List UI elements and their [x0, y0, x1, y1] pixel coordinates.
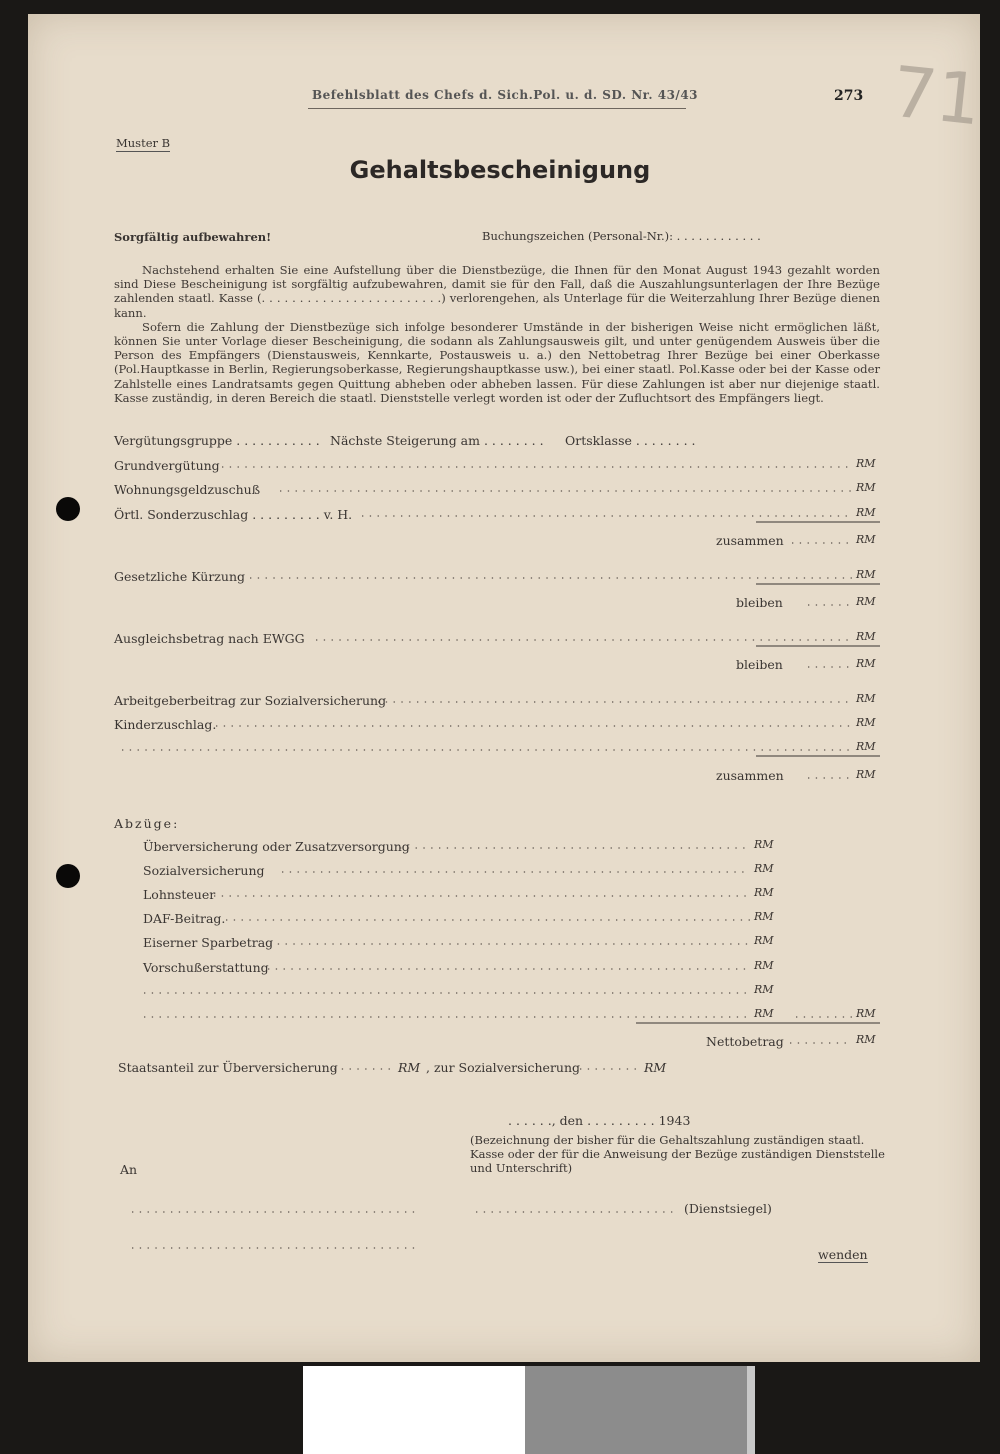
- currency-unit: RM: [856, 1007, 876, 1020]
- turn-over-note: wenden: [818, 1247, 868, 1262]
- deduction-item: DAF-Beitrag.: [143, 911, 226, 926]
- currency-unit: RM: [754, 983, 774, 996]
- child-allowance-label: Kinderzuschlag.: [114, 717, 217, 732]
- journal-header: Befehlsblatt des Chefs d. Sich.Pol. u. d. SD. Nr. 43/43: [312, 88, 699, 102]
- scan-calibration-white: [303, 1366, 525, 1454]
- recipient-label: An: [120, 1162, 138, 1177]
- deduction-item: Vorschußerstattung: [143, 960, 269, 975]
- currency-unit: RM: [856, 692, 876, 705]
- currency-unit: RM: [754, 886, 774, 899]
- pay-grade-field: Vergütungsgruppe . . . . . . . . . . .: [114, 433, 320, 448]
- deduction-item: Eiserner Sparbetrag: [143, 935, 274, 950]
- keep-notice: Sorgfältig aufbewahren!: [114, 230, 272, 244]
- remaining-label: bleiben: [736, 595, 783, 610]
- form-id: Muster B: [116, 136, 171, 150]
- currency-unit: RM: [644, 1060, 667, 1075]
- currency-unit: RM: [754, 910, 774, 923]
- currency-unit: RM: [856, 568, 876, 581]
- currency-unit: RM: [856, 1033, 876, 1046]
- remaining-label-2: bleiben: [736, 657, 783, 672]
- deduction-item: Sozialversicherung: [143, 863, 265, 878]
- currency-unit: RM: [754, 1007, 774, 1020]
- intro-paragraph-1: Nachstehend erhalten Sie eine Aufstellung über die Dienstbezüge, die Ihnen für den Monat August 1943 gezahlt worden sind Diese Bescheinigung ist sorgfältig aufzubewahren, damit sie für den Fall, daß die Auszahlungsunterlagen der Ihre Bezüge zahlenden staatl. Kasse (. . . . . . . . . . . . . . . . . . . . . . . .) verlorengehen, als Unterlage für die Weiterzahlung Ihrer Bezüge dienen kann.: [114, 263, 880, 320]
- base-pay-label: Grundvergütung: [114, 458, 220, 473]
- deduction-item: Überversicherung oder Zusatzversorgung: [143, 839, 410, 854]
- net-amount-label: Nettobetrag: [706, 1034, 784, 1049]
- intro-paragraph-2: Sofern die Zahlung der Dienstbezüge sich infolge besonderer Umstände in der bisherigen Weise nicht ermöglichen läßt, können Sie unter Vorlage dieser Bescheinigung, die sodann als Zahlungsausweis gilt, und unter genügendem Ausweis über die Person des Empfängers (Dienstausweis, Kennkarte, Postausweis u. a.) den Nettobetrag Ihrer Bezüge bei einer Oberkasse (Pol.Hauptkasse in Berlin, Regierungsoberkasse, Regierungshauptkasse usw.), bei einer staatl. Pol.Kasse oder bei der Kasse oder Zahlstelle eines Landratsamts gegen Quittung abheben oder abheben lassen. Für diese Zahlungen ist aber nur diejenige staatl. Kasse zuständig, in deren Bereich die staatl. Dienststelle verlegt worden ist oder der Zufluchtsort des Empfängers liegt.: [114, 319, 880, 405]
- currency-unit: RM: [856, 595, 876, 608]
- currency-unit: RM: [856, 768, 876, 781]
- currency-unit: RM: [856, 630, 876, 643]
- currency-unit: RM: [856, 506, 876, 519]
- currency-unit: RM: [856, 533, 876, 546]
- handwritten-annotation: 71: [887, 50, 986, 142]
- booking-number-field: Buchungszeichen (Personal-Nr.): . . . . . . . . . . . .: [482, 229, 761, 243]
- page-title: Gehaltsbescheinigung: [349, 156, 651, 184]
- date-line: . . . . . ., den . . . . . . . . . 1943: [508, 1113, 691, 1128]
- employer-contribution-label: Arbeitgeberbeitrag zur Sozialversicherung: [114, 693, 387, 708]
- currency-unit: RM: [856, 740, 876, 753]
- currency-unit: RM: [754, 862, 774, 875]
- official-seal-label: (Dienstsiegel): [684, 1201, 772, 1216]
- housing-allowance-label: Wohnungsgeldzuschuß: [114, 482, 261, 497]
- currency-unit: RM: [856, 481, 876, 494]
- deductions-heading: Abzüge:: [114, 816, 180, 831]
- state-share-social-label: , zur Sozialversicherung: [426, 1060, 581, 1075]
- currency-unit: RM: [754, 838, 774, 851]
- issuer-description: (Bezeichnung der bisher für die Gehaltszahlung zuständigen staatl. Kasse oder der für die Anweisung der Bezüge zuständigen Dienststelle und Unterschrift): [470, 1133, 885, 1175]
- statutory-reduction-label: Gesetzliche Kürzung: [114, 569, 245, 584]
- currency-unit: RM: [856, 657, 876, 670]
- scan-calibration-edge: [747, 1366, 755, 1454]
- currency-unit: RM: [856, 716, 876, 729]
- local-supplement-label: Örtl. Sonderzuschlag . . . . . . . . . v. H.: [114, 507, 353, 522]
- compensation-amount-label: Ausgleichsbetrag nach EWGG: [114, 631, 305, 646]
- state-share-label: Staatsanteil zur Überversicherung: [118, 1060, 338, 1075]
- total-label: zusammen: [716, 768, 784, 783]
- deduction-item: Lohnsteuer: [143, 887, 216, 902]
- currency-unit: RM: [856, 457, 876, 470]
- location-class-field: Ortsklasse . . . . . . . .: [565, 433, 696, 448]
- page-number: 273: [834, 88, 864, 104]
- currency-unit: RM: [754, 934, 774, 947]
- subtotal-label: zusammen: [716, 533, 784, 548]
- next-increase-field: Nächste Steigerung am . . . . . . . .: [330, 433, 544, 448]
- currency-unit: RM: [398, 1060, 421, 1075]
- scan-calibration-gray: [525, 1366, 747, 1454]
- currency-unit: RM: [754, 959, 774, 972]
